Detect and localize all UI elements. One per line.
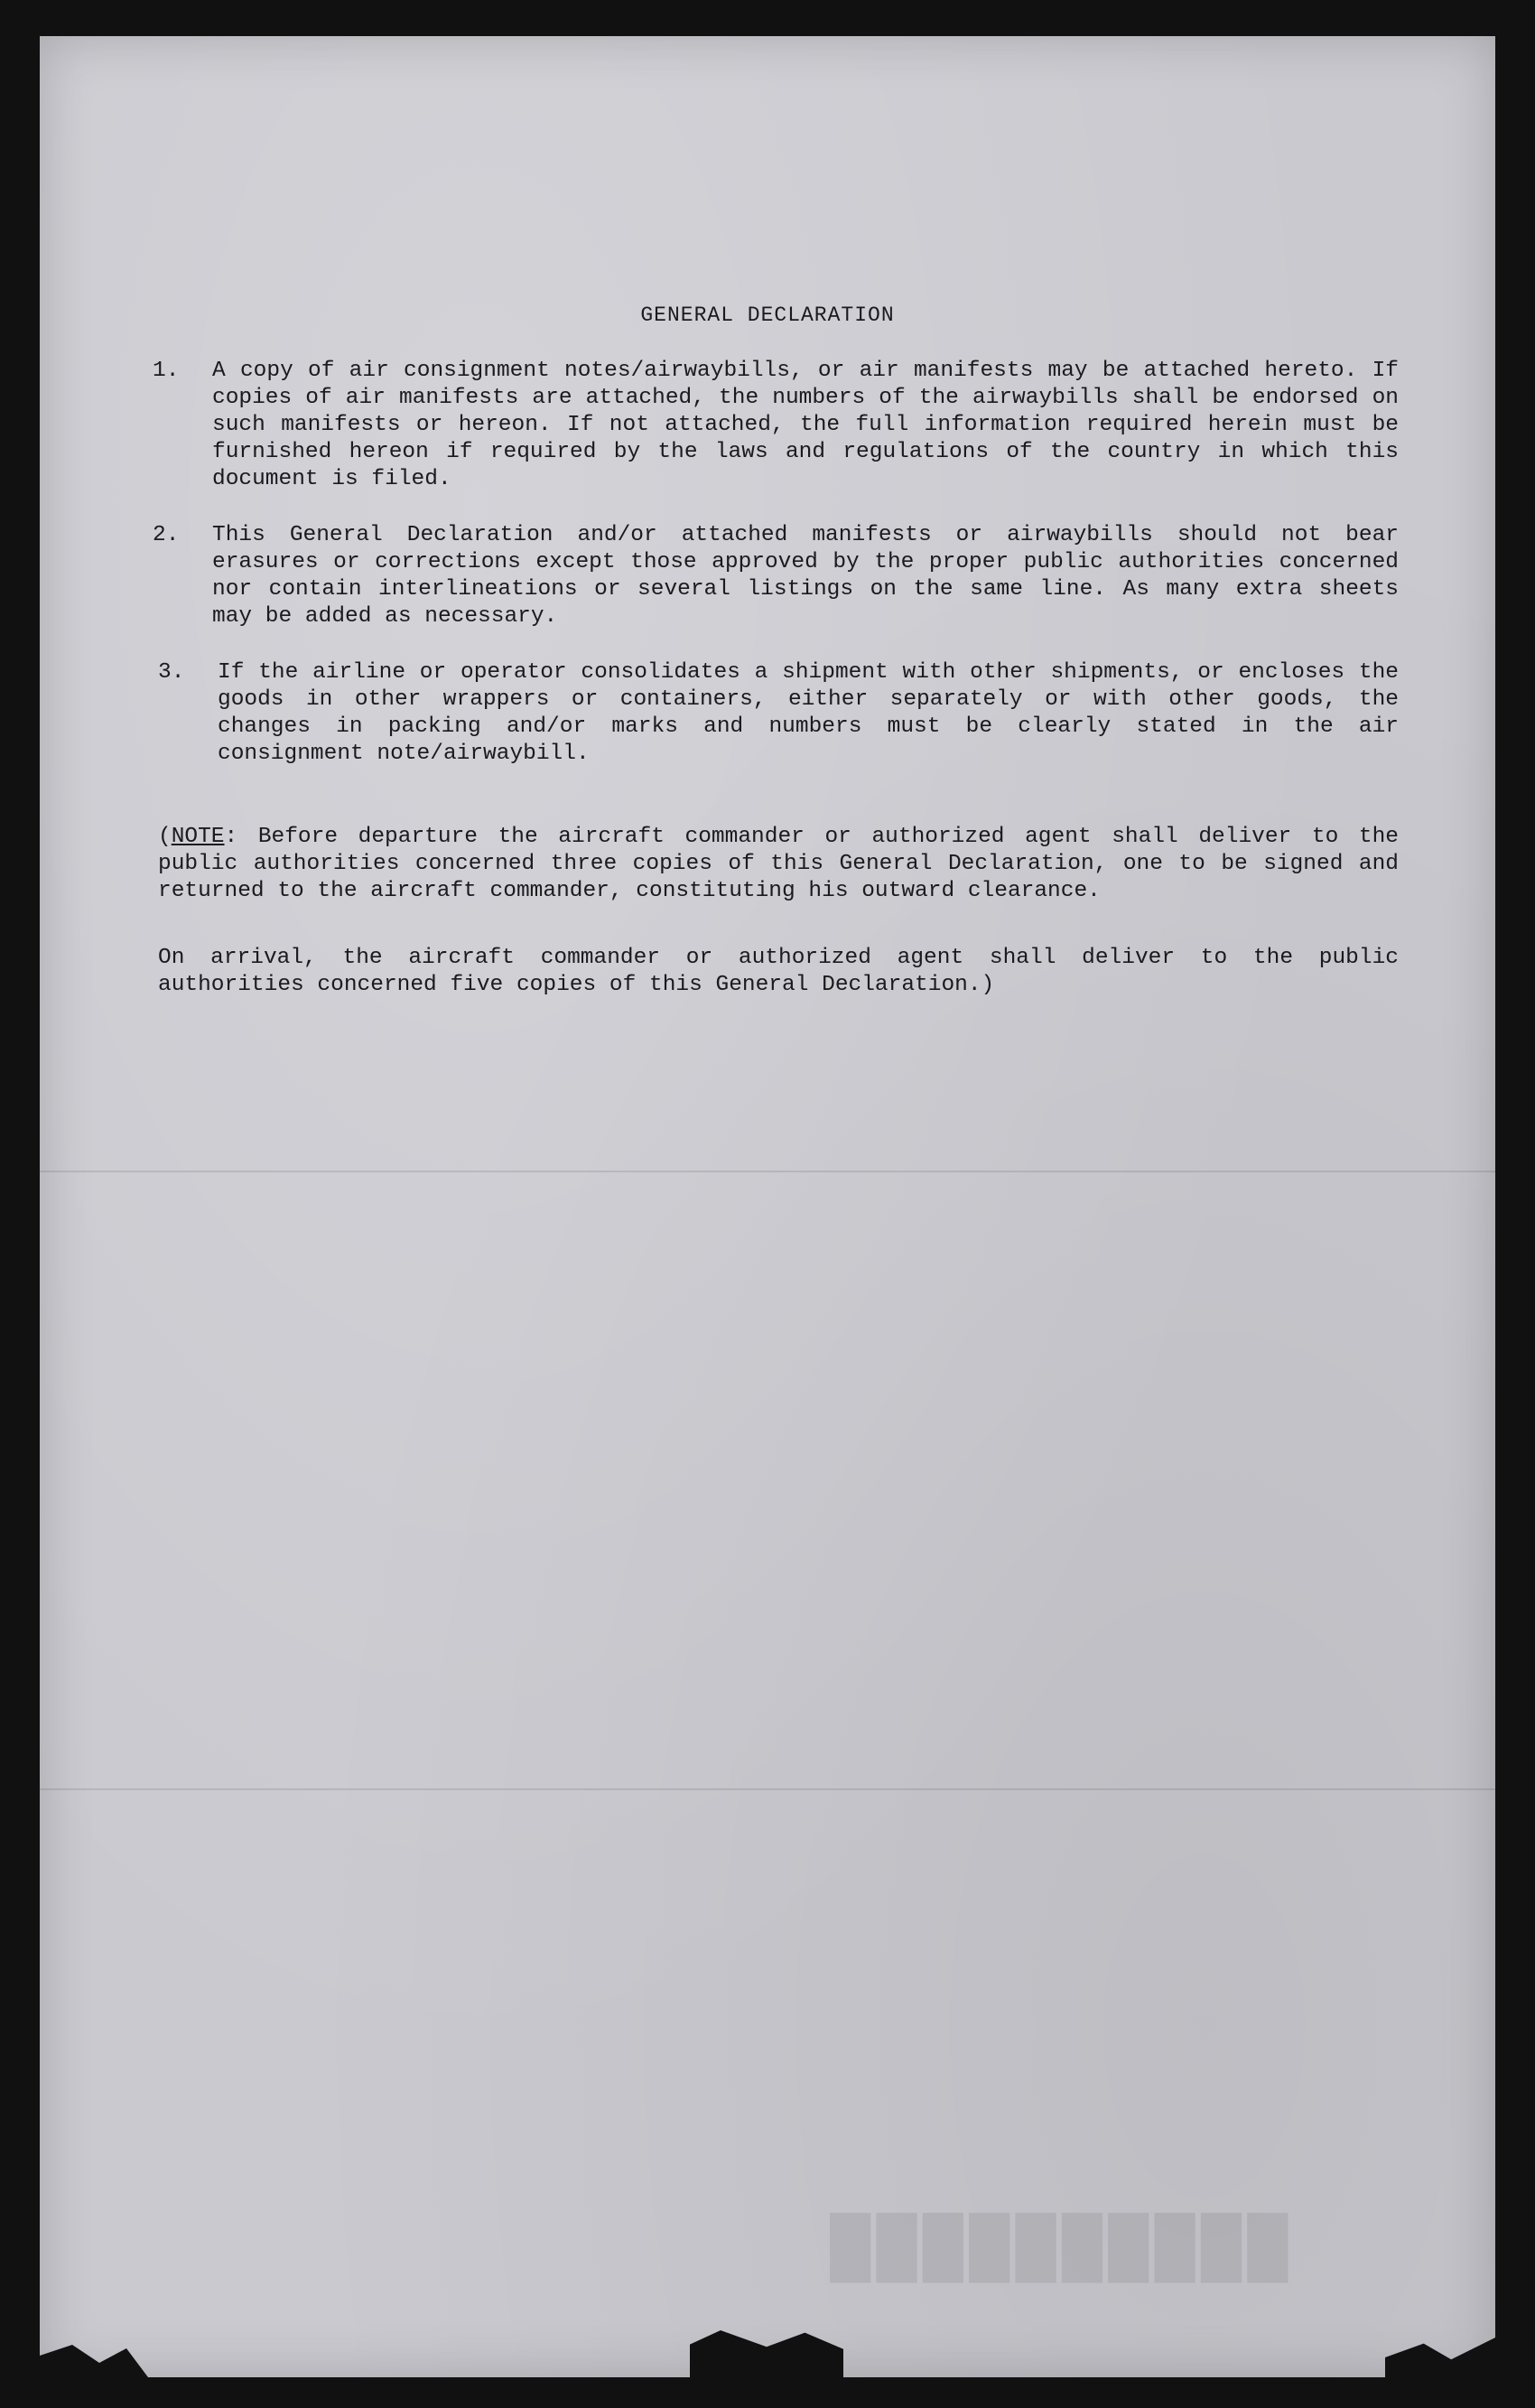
torn-edge-decoration [1385, 2338, 1495, 2377]
declaration-item-1 [153, 358, 1399, 493]
item-number: 3. [158, 660, 185, 685]
declaration-item-2 [153, 522, 1399, 630]
arrival-paragraph [158, 945, 1399, 999]
document-title: GENERAL DECLARATION [640, 303, 895, 327]
note-open-paren: ( [158, 825, 172, 849]
arrival-text: On arrival, the aircraft commander or authorized agent shall deliver to the public authorities concerned five copies of this General Declaration.) [158, 946, 1399, 997]
bleed-through-decoration: ██████████ [823, 2214, 1288, 2278]
item-number: 2. [153, 523, 180, 547]
note-text: : Before departure the aircraft commander or authorized agent shall deliver to the public authorities concerned three copies of this General Declaration, one to be signed and returned to the aircraft commander, constituting his outward clearance. [158, 825, 1399, 903]
document-page [40, 36, 1495, 2377]
torn-edge-decoration [40, 2341, 148, 2377]
fold-line [40, 1171, 1495, 1172]
item-text: If the airline or operator consolidates a shipment with other shipments, or encloses the goods in other wrappers or containers, either separately or with other goods, the changes in packing and/or marks and numbers must be clearly stated in the air consignment note/airwaybill. [218, 660, 1399, 766]
item-number: 1. [153, 359, 180, 383]
fold-line [40, 1788, 1495, 1790]
torn-edge-decoration [690, 2330, 843, 2377]
declaration-item-3 [158, 659, 1399, 768]
item-text: A copy of air consignment notes/airwaybills, or air manifests may be attached hereto. If copies of air manifests are attached, the numbers of the airwaybills shall be endorsed on such manifests or hereon. If not attached, the full information required herein must be furnished hereon if required by the laws and regulations of the country in which this document is filed. [212, 359, 1399, 491]
note-label: NOTE [171, 825, 225, 849]
item-text: This General Declaration and/or attached manifests or airwaybills should not bear erasures or corrections except those approved by the proper public authorities concerned nor contain interlineations or several listings on the same line. As many extra sheets may be added as necessary. [212, 523, 1399, 629]
note-paragraph [158, 824, 1399, 905]
